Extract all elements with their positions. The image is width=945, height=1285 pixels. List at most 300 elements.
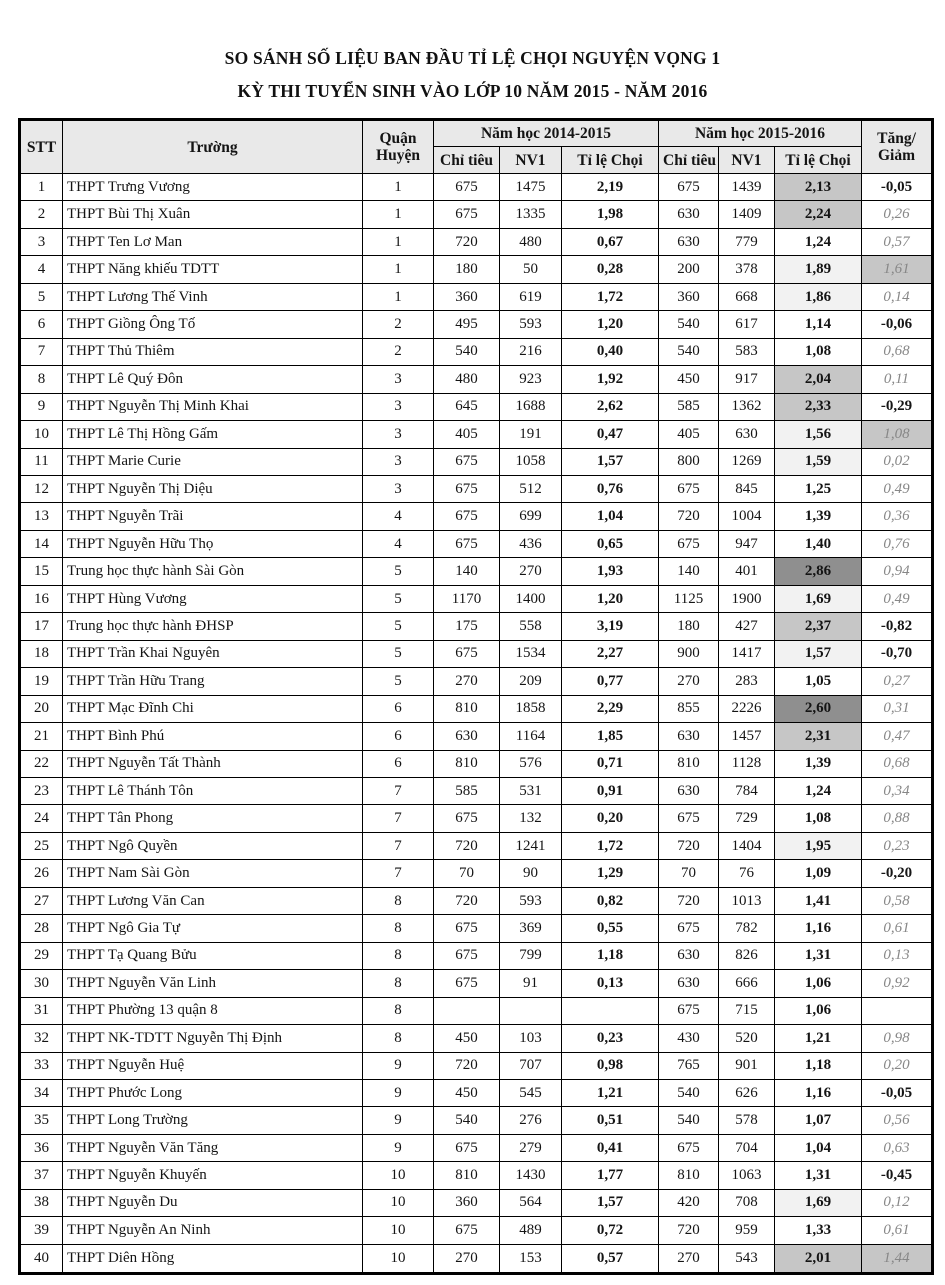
cell-district: 7 — [363, 832, 434, 859]
cell-ratio-2015: 1,57 — [775, 640, 862, 667]
cell-quota-2014: 585 — [434, 777, 500, 804]
cell-ratio-2014: 0,71 — [562, 750, 659, 777]
cell-nv1-2015: 1409 — [719, 201, 775, 228]
cell-quota-2014: 645 — [434, 393, 500, 420]
cell-school: THPT Phường 13 quận 8 — [63, 997, 363, 1024]
cell-ratio-2014: 0,67 — [562, 228, 659, 255]
cell-ratio-2014: 2,27 — [562, 640, 659, 667]
cell-quota-2014: 675 — [434, 503, 500, 530]
cell-stt: 34 — [20, 1079, 63, 1106]
cell-quota-2015: 720 — [659, 1217, 719, 1244]
cell-quota-2015: 630 — [659, 228, 719, 255]
cell-quota-2014: 675 — [434, 1134, 500, 1161]
cell-ratio-2014: 1,92 — [562, 366, 659, 393]
cell-stt: 7 — [20, 338, 63, 365]
cell-nv1-2015: 845 — [719, 475, 775, 502]
header-quota-2015: Chỉ tiêu — [659, 147, 719, 174]
header-ratio-2015: Tỉ lệ Chọi — [775, 147, 862, 174]
cell-quota-2014: 360 — [434, 1189, 500, 1216]
cell-nv1-2014: 191 — [500, 421, 562, 448]
cell-nv1-2014: 564 — [500, 1189, 562, 1216]
cell-district: 9 — [363, 1052, 434, 1079]
cell-change: 0,61 — [862, 915, 933, 942]
cell-nv1-2014: 593 — [500, 887, 562, 914]
table-row — [20, 1162, 933, 1189]
cell-district: 6 — [363, 750, 434, 777]
cell-school: Trung học thực hành Sài Gòn — [63, 558, 363, 585]
cell-school: THPT Nguyễn Khuyến — [63, 1162, 363, 1189]
cell-nv1-2015: 617 — [719, 311, 775, 338]
cell-school: THPT Lương Văn Can — [63, 887, 363, 914]
cell-change: 0,68 — [862, 750, 933, 777]
cell-change: 0,20 — [862, 1052, 933, 1079]
cell-district: 5 — [363, 585, 434, 612]
cell-ratio-2015: 1,05 — [775, 668, 862, 695]
cell-ratio-2014: 1,93 — [562, 558, 659, 585]
cell-ratio-2015: 1,14 — [775, 311, 862, 338]
cell-district: 10 — [363, 1217, 434, 1244]
table-row — [20, 860, 933, 887]
cell-quota-2015: 1125 — [659, 585, 719, 612]
cell-nv1-2014: 1335 — [500, 201, 562, 228]
cell-quota-2014: 675 — [434, 530, 500, 557]
cell-school: THPT Nguyễn Văn Tăng — [63, 1134, 363, 1161]
cell-stt: 16 — [20, 585, 63, 612]
cell-stt: 10 — [20, 421, 63, 448]
header-change — [862, 120, 933, 174]
cell-ratio-2014: 2,62 — [562, 393, 659, 420]
header-district — [363, 120, 434, 174]
cell-ratio-2015: 1,16 — [775, 915, 862, 942]
cell-ratio-2015: 1,86 — [775, 283, 862, 310]
cell-stt: 23 — [20, 777, 63, 804]
cell-nv1-2015: 520 — [719, 1025, 775, 1052]
cell-quota-2014: 720 — [434, 1052, 500, 1079]
cell-ratio-2014: 0,82 — [562, 887, 659, 914]
cell-quota-2015: 810 — [659, 1162, 719, 1189]
cell-stt: 25 — [20, 832, 63, 859]
header-district-line-2: Huyện — [376, 147, 420, 164]
cell-quota-2015: 70 — [659, 860, 719, 887]
cell-nv1-2015: 543 — [719, 1244, 775, 1273]
cell-district: 8 — [363, 997, 434, 1024]
cell-quota-2014: 480 — [434, 366, 500, 393]
cell-quota-2014: 675 — [434, 915, 500, 942]
cell-quota-2015: 800 — [659, 448, 719, 475]
cell-nv1-2015: 779 — [719, 228, 775, 255]
cell-nv1-2015: 1404 — [719, 832, 775, 859]
cell-nv1-2014: 1164 — [500, 723, 562, 750]
cell-nv1-2015: 782 — [719, 915, 775, 942]
cell-quota-2015: 420 — [659, 1189, 719, 1216]
header-nv1-2015: NV1 — [719, 147, 775, 174]
cell-nv1-2015: 715 — [719, 997, 775, 1024]
cell-change: 0,98 — [862, 1025, 933, 1052]
cell-school: THPT Phước Long — [63, 1079, 363, 1106]
cell-ratio-2014: 0,47 — [562, 421, 659, 448]
cell-district: 5 — [363, 558, 434, 585]
cell-quota-2014: 675 — [434, 475, 500, 502]
cell-district: 3 — [363, 393, 434, 420]
cell-stt: 18 — [20, 640, 63, 667]
cell-nv1-2014: 545 — [500, 1079, 562, 1106]
cell-nv1-2015: 1013 — [719, 887, 775, 914]
cell-ratio-2015: 1,04 — [775, 1134, 862, 1161]
cell-quota-2015: 630 — [659, 201, 719, 228]
table-row — [20, 421, 933, 448]
cell-district: 1 — [363, 283, 434, 310]
table-row — [20, 1189, 933, 1216]
cell-nv1-2015: 1900 — [719, 585, 775, 612]
table-row — [20, 970, 933, 997]
cell-quota-2015: 720 — [659, 887, 719, 914]
cell-nv1-2015: 1128 — [719, 750, 775, 777]
cell-quota-2014: 450 — [434, 1079, 500, 1106]
cell-ratio-2015: 1,31 — [775, 1162, 862, 1189]
cell-nv1-2014: 699 — [500, 503, 562, 530]
cell-district: 10 — [363, 1189, 434, 1216]
cell-quota-2014: 70 — [434, 860, 500, 887]
cell-nv1-2015: 578 — [719, 1107, 775, 1134]
cell-ratio-2014: 0,91 — [562, 777, 659, 804]
cell-ratio-2015: 1,24 — [775, 777, 862, 804]
cell-quota-2015: 720 — [659, 832, 719, 859]
cell-ratio-2015: 1,56 — [775, 421, 862, 448]
cell-change: -0,70 — [862, 640, 933, 667]
cell-change: 1,61 — [862, 256, 933, 283]
cell-stt: 39 — [20, 1217, 63, 1244]
header-quota-2014: Chỉ tiêu — [434, 147, 500, 174]
cell-district: 1 — [363, 174, 434, 201]
cell-school: THPT Lê Quý Đôn — [63, 366, 363, 393]
cell-change: 0,58 — [862, 887, 933, 914]
cell-quota-2015: 450 — [659, 366, 719, 393]
cell-ratio-2015: 1,59 — [775, 448, 862, 475]
cell-quota-2015: 675 — [659, 475, 719, 502]
cell-ratio-2015: 1,31 — [775, 942, 862, 969]
cell-school: THPT Giồng Ông Tố — [63, 311, 363, 338]
cell-ratio-2014 — [562, 997, 659, 1024]
cell-ratio-2014: 1,18 — [562, 942, 659, 969]
table-row — [20, 942, 933, 969]
cell-nv1-2015: 708 — [719, 1189, 775, 1216]
table-row — [20, 393, 933, 420]
cell-quota-2014: 405 — [434, 421, 500, 448]
cell-quota-2015: 630 — [659, 942, 719, 969]
cell-school: THPT Nguyễn Văn Linh — [63, 970, 363, 997]
cell-quota-2014: 720 — [434, 832, 500, 859]
cell-district: 10 — [363, 1162, 434, 1189]
header-change-line-1: Tăng/ — [877, 130, 916, 147]
table-row — [20, 668, 933, 695]
table-row — [20, 201, 933, 228]
cell-school: THPT Lê Thị Hồng Gấm — [63, 421, 363, 448]
cell-nv1-2014: 489 — [500, 1217, 562, 1244]
table-row — [20, 503, 933, 530]
cell-nv1-2015: 1362 — [719, 393, 775, 420]
cell-district: 5 — [363, 640, 434, 667]
cell-quota-2015: 140 — [659, 558, 719, 585]
cell-nv1-2015: 76 — [719, 860, 775, 887]
cell-school: THPT Lương Thế Vinh — [63, 283, 363, 310]
cell-school: THPT NK-TDTT Nguyễn Thị Định — [63, 1025, 363, 1052]
cell-ratio-2015: 1,39 — [775, 750, 862, 777]
cell-school: THPT Mạc Đĩnh Chi — [63, 695, 363, 722]
header-district-line-1: Quận — [379, 130, 417, 147]
cell-nv1-2015: 917 — [719, 366, 775, 393]
cell-nv1-2014: 480 — [500, 228, 562, 255]
table-row — [20, 1025, 933, 1052]
cell-quota-2015: 540 — [659, 338, 719, 365]
cell-nv1-2015: 826 — [719, 942, 775, 969]
cell-stt: 3 — [20, 228, 63, 255]
cell-quota-2015: 270 — [659, 1244, 719, 1273]
cell-ratio-2014: 0,51 — [562, 1107, 659, 1134]
cell-ratio-2015: 1,06 — [775, 970, 862, 997]
cell-nv1-2014: 91 — [500, 970, 562, 997]
cell-quota-2014: 360 — [434, 283, 500, 310]
cell-quota-2014: 180 — [434, 256, 500, 283]
header-change-line-2: Giảm — [877, 147, 916, 164]
cell-district: 8 — [363, 887, 434, 914]
cell-school: THPT Long Trường — [63, 1107, 363, 1134]
table-row — [20, 1244, 933, 1273]
table-row — [20, 174, 933, 201]
cell-district: 7 — [363, 777, 434, 804]
cell-change: 0,31 — [862, 695, 933, 722]
cell-nv1-2015: 947 — [719, 530, 775, 557]
cell-stt: 35 — [20, 1107, 63, 1134]
cell-stt: 11 — [20, 448, 63, 475]
cell-stt: 26 — [20, 860, 63, 887]
cell-stt: 30 — [20, 970, 63, 997]
cell-ratio-2014: 1,98 — [562, 201, 659, 228]
cell-district: 4 — [363, 503, 434, 530]
cell-ratio-2015: 2,31 — [775, 723, 862, 750]
cell-nv1-2015: 2226 — [719, 695, 775, 722]
cell-ratio-2015: 1,07 — [775, 1107, 862, 1134]
cell-school: Trung học thực hành ĐHSP — [63, 613, 363, 640]
cell-stt: 14 — [20, 530, 63, 557]
cell-district: 3 — [363, 366, 434, 393]
table-row — [20, 832, 933, 859]
cell-school: THPT Nguyễn Tất Thành — [63, 750, 363, 777]
cell-stt: 32 — [20, 1025, 63, 1052]
cell-quota-2014: 675 — [434, 448, 500, 475]
cell-stt: 37 — [20, 1162, 63, 1189]
cell-stt: 15 — [20, 558, 63, 585]
cell-district: 6 — [363, 695, 434, 722]
cell-district: 3 — [363, 448, 434, 475]
cell-nv1-2014: 270 — [500, 558, 562, 585]
cell-stt: 5 — [20, 283, 63, 310]
cell-nv1-2015: 1439 — [719, 174, 775, 201]
cell-nv1-2014: 593 — [500, 311, 562, 338]
cell-district: 2 — [363, 311, 434, 338]
cell-stt: 4 — [20, 256, 63, 283]
header-year-2015-2016: Năm học 2015-2016 — [659, 120, 862, 147]
cell-school: THPT Tân Phong — [63, 805, 363, 832]
cell-quota-2015: 675 — [659, 174, 719, 201]
cell-nv1-2014: 279 — [500, 1134, 562, 1161]
cell-ratio-2015: 1,95 — [775, 832, 862, 859]
cell-quota-2014: 450 — [434, 1025, 500, 1052]
cell-nv1-2014: 531 — [500, 777, 562, 804]
cell-quota-2015: 630 — [659, 777, 719, 804]
cell-ratio-2015: 1,24 — [775, 228, 862, 255]
cell-ratio-2014: 0,40 — [562, 338, 659, 365]
cell-change: 0,12 — [862, 1189, 933, 1216]
table-row — [20, 475, 933, 502]
table-row — [20, 997, 933, 1024]
cell-change: -0,20 — [862, 860, 933, 887]
cell-nv1-2015: 1004 — [719, 503, 775, 530]
table-body — [20, 174, 933, 1274]
cell-nv1-2015: 959 — [719, 1217, 775, 1244]
cell-change: 0,13 — [862, 942, 933, 969]
cell-district: 1 — [363, 228, 434, 255]
cell-quota-2015: 540 — [659, 311, 719, 338]
cell-ratio-2015: 2,33 — [775, 393, 862, 420]
cell-quota-2014: 1170 — [434, 585, 500, 612]
cell-change: 0,88 — [862, 805, 933, 832]
cell-ratio-2014: 2,29 — [562, 695, 659, 722]
cell-district: 7 — [363, 860, 434, 887]
cell-quota-2014: 630 — [434, 723, 500, 750]
cell-nv1-2015: 666 — [719, 970, 775, 997]
cell-change: -0,82 — [862, 613, 933, 640]
table-row — [20, 366, 933, 393]
cell-ratio-2014: 0,13 — [562, 970, 659, 997]
cell-stt: 9 — [20, 393, 63, 420]
cell-stt: 40 — [20, 1244, 63, 1273]
cell-district: 3 — [363, 475, 434, 502]
cell-change: 0,63 — [862, 1134, 933, 1161]
cell-quota-2015: 675 — [659, 997, 719, 1024]
cell-quota-2015: 200 — [659, 256, 719, 283]
cell-ratio-2014: 0,28 — [562, 256, 659, 283]
table-row — [20, 640, 933, 667]
cell-quota-2014: 720 — [434, 887, 500, 914]
cell-ratio-2015: 1,08 — [775, 338, 862, 365]
cell-ratio-2015: 1,33 — [775, 1217, 862, 1244]
title-line-2: KỲ THI TUYỂN SINH VÀO LỚP 10 NĂM 2015 - NĂM 2016 — [237, 81, 708, 101]
cell-change: 0,49 — [862, 585, 933, 612]
page-title — [0, 42, 945, 108]
cell-quota-2014: 675 — [434, 942, 500, 969]
cell-ratio-2014: 0,76 — [562, 475, 659, 502]
header-row-top — [20, 120, 933, 147]
cell-nv1-2014: 1858 — [500, 695, 562, 722]
cell-ratio-2014: 0,98 — [562, 1052, 659, 1079]
cell-school: THPT Trần Khai Nguyên — [63, 640, 363, 667]
cell-nv1-2015: 901 — [719, 1052, 775, 1079]
cell-change: 0,36 — [862, 503, 933, 530]
cell-quota-2015: 360 — [659, 283, 719, 310]
cell-school: THPT Nguyễn Trãi — [63, 503, 363, 530]
cell-nv1-2015: 729 — [719, 805, 775, 832]
cell-school: THPT Nguyễn Thị Diệu — [63, 475, 363, 502]
cell-school: THPT Hùng Vương — [63, 585, 363, 612]
cell-nv1-2014: 707 — [500, 1052, 562, 1079]
cell-change: 0,34 — [862, 777, 933, 804]
table-row — [20, 256, 933, 283]
cell-quota-2015: 540 — [659, 1107, 719, 1134]
cell-stt: 27 — [20, 887, 63, 914]
cell-ratio-2014: 0,23 — [562, 1025, 659, 1052]
cell-district: 8 — [363, 942, 434, 969]
cell-stt: 24 — [20, 805, 63, 832]
cell-nv1-2014: 132 — [500, 805, 562, 832]
header-ratio-2014: Tỉ lệ Chọi — [562, 147, 659, 174]
cell-district: 3 — [363, 421, 434, 448]
cell-district: 2 — [363, 338, 434, 365]
cell-nv1-2014: 153 — [500, 1244, 562, 1273]
cell-stt: 29 — [20, 942, 63, 969]
cell-change: 0,76 — [862, 530, 933, 557]
cell-change: -0,05 — [862, 1079, 933, 1106]
cell-stt: 36 — [20, 1134, 63, 1161]
cell-nv1-2015: 401 — [719, 558, 775, 585]
cell-school: THPT Năng khiếu TDTT — [63, 256, 363, 283]
cell-ratio-2014: 0,55 — [562, 915, 659, 942]
cell-nv1-2014: 1688 — [500, 393, 562, 420]
cell-nv1-2014: 619 — [500, 283, 562, 310]
cell-quota-2015: 405 — [659, 421, 719, 448]
cell-ratio-2014: 1,20 — [562, 585, 659, 612]
cell-school: THPT Ngô Gia Tự — [63, 915, 363, 942]
cell-quota-2015: 675 — [659, 805, 719, 832]
table-row — [20, 283, 933, 310]
cell-ratio-2014: 1,04 — [562, 503, 659, 530]
table-row — [20, 448, 933, 475]
cell-quota-2014: 270 — [434, 668, 500, 695]
table-row — [20, 915, 933, 942]
cell-ratio-2014: 2,19 — [562, 174, 659, 201]
table-row — [20, 723, 933, 750]
cell-ratio-2014: 3,19 — [562, 613, 659, 640]
cell-nv1-2015: 1457 — [719, 723, 775, 750]
cell-change: -0,05 — [862, 174, 933, 201]
cell-stt: 31 — [20, 997, 63, 1024]
cell-school: THPT Ten Lơ Man — [63, 228, 363, 255]
cell-district: 4 — [363, 530, 434, 557]
cell-nv1-2014: 576 — [500, 750, 562, 777]
title-line-1: SO SÁNH SỐ LIỆU BAN ĐẦU TỈ LỆ CHỌI NGUYỆN VỌNG 1 — [224, 48, 721, 68]
cell-change: -0,06 — [862, 311, 933, 338]
cell-ratio-2015: 1,18 — [775, 1052, 862, 1079]
cell-quota-2015: 630 — [659, 970, 719, 997]
cell-ratio-2014: 0,77 — [562, 668, 659, 695]
cell-stt: 13 — [20, 503, 63, 530]
cell-ratio-2015: 1,16 — [775, 1079, 862, 1106]
cell-school: THPT Nguyễn Thị Minh Khai — [63, 393, 363, 420]
cell-ratio-2015: 1,09 — [775, 860, 862, 887]
cell-quota-2015: 720 — [659, 503, 719, 530]
cell-ratio-2015: 2,04 — [775, 366, 862, 393]
cell-ratio-2014: 1,72 — [562, 832, 659, 859]
cell-nv1-2014: 1430 — [500, 1162, 562, 1189]
cell-ratio-2014: 1,57 — [562, 448, 659, 475]
cell-district: 7 — [363, 805, 434, 832]
cell-nv1-2014: 90 — [500, 860, 562, 887]
cell-ratio-2014: 0,57 — [562, 1244, 659, 1273]
cell-ratio-2014: 0,65 — [562, 530, 659, 557]
table-row — [20, 805, 933, 832]
cell-ratio-2015: 1,89 — [775, 256, 862, 283]
cell-nv1-2015: 1269 — [719, 448, 775, 475]
cell-nv1-2014: 1241 — [500, 832, 562, 859]
